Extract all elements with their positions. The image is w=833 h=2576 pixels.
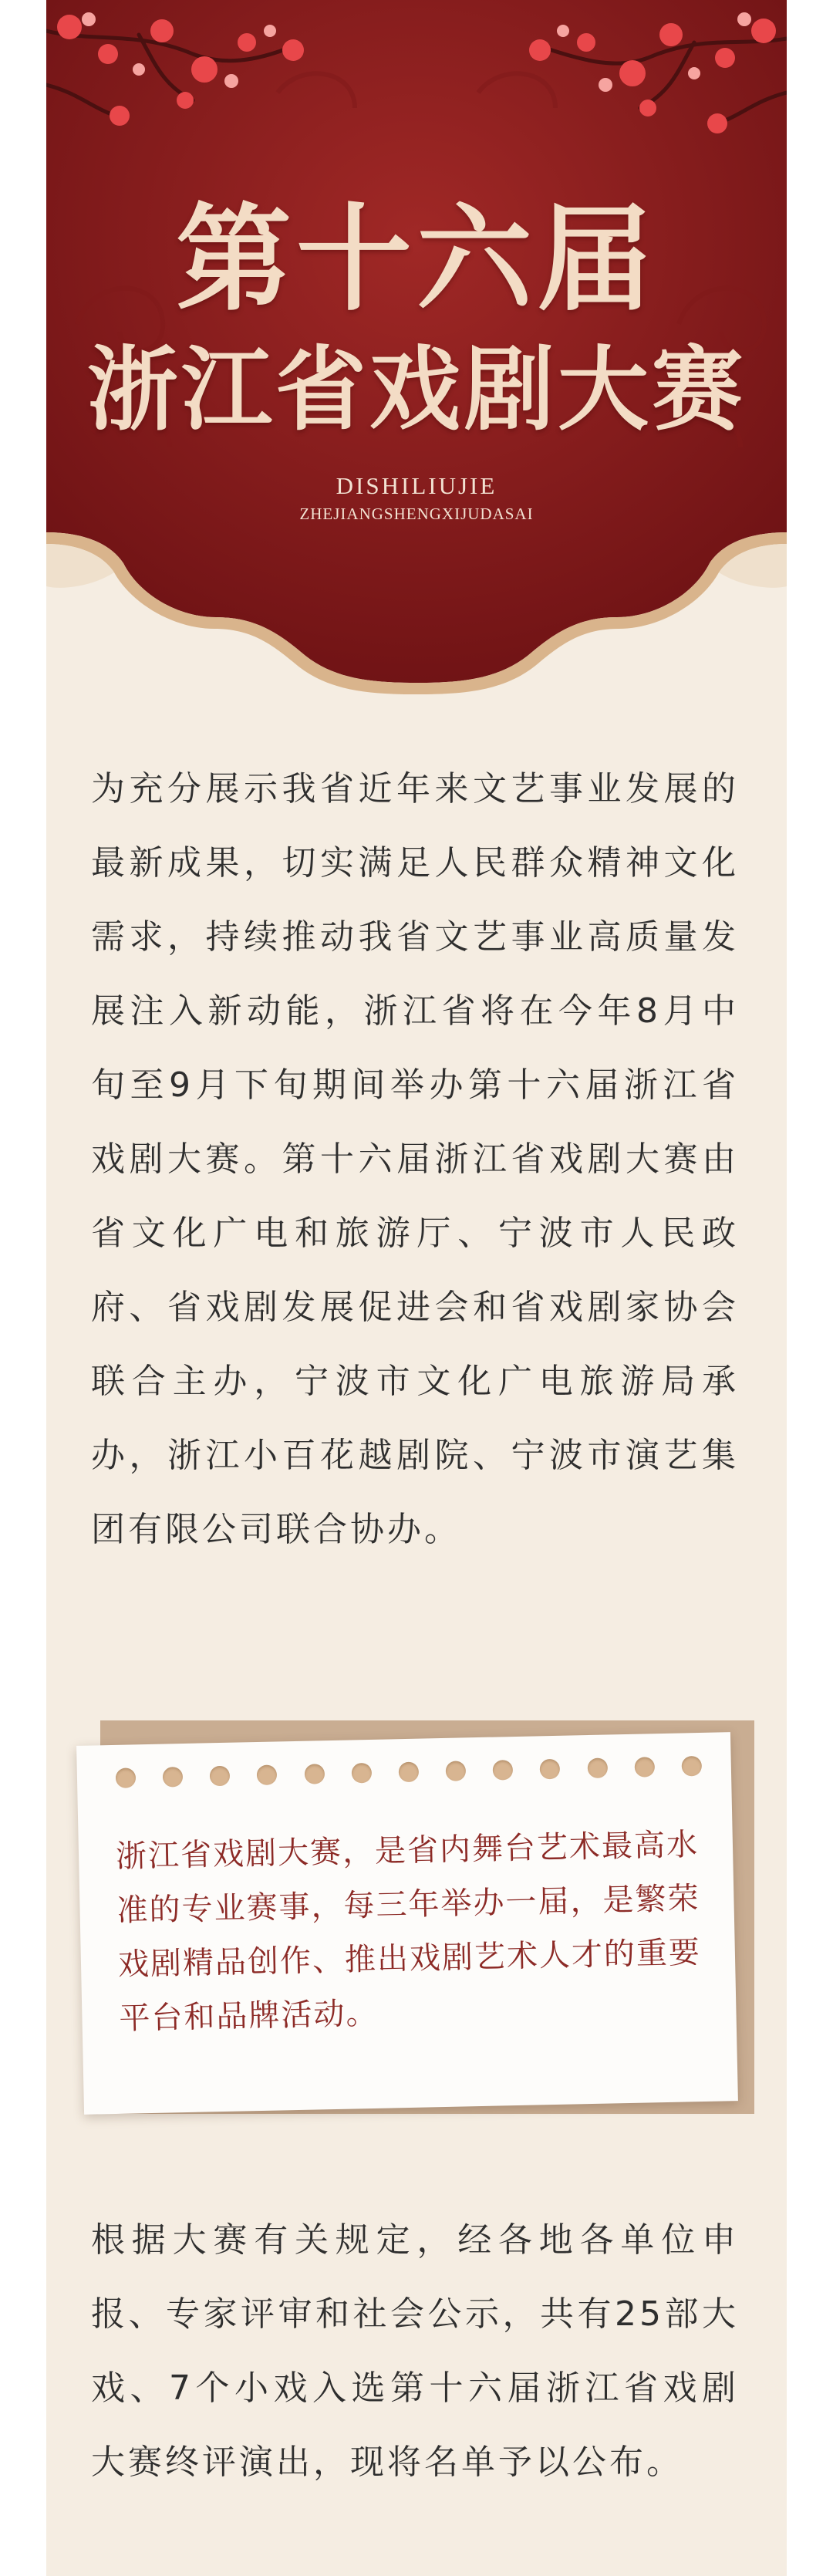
punch-hole [493,1760,514,1781]
punch-hole [351,1763,372,1784]
punch-hole [446,1761,467,1781]
event-title-line1: 第十六届 [175,191,657,327]
event-title-line2: 浙江省戏剧大赛 [86,336,746,443]
punch-hole [399,1762,420,1783]
header-banner [46,0,787,694]
punch-hole [304,1764,325,1784]
punch-hole [634,1757,655,1778]
note-card-text: 浙江省戏剧大赛，是省内舞台艺术最高水准的专业赛事，每三年举办一届，是繁荣戏剧精品创作、推出戏剧艺术人才的重要平台和品牌活动。 [115,1827,702,2037]
punch-hole [587,1758,608,1779]
pinyin-title-line1: DISHILIUJIE [336,472,497,499]
punch-hole [210,1766,231,1787]
note-card [76,1732,738,2115]
punch-hole [540,1759,561,1780]
note-card-holes [116,1756,703,1799]
punch-hole [257,1764,278,1785]
article-page [46,0,787,2576]
punch-hole [681,1756,702,1777]
intro-paragraph: 为充分展示我省近年来文艺事业发展的最新成果，切实满足人民群众精神文化需求，持续推动我省文艺事业高质量发展注入新动能，浙江省将在今年8月中旬至9月下旬期间举办第十六届浙江省戏剧大赛。第十六届浙江省戏剧大赛由省文化广电和旅游厅、宁波市人民政府、省戏剧发展促进会和省戏剧家协会联合主办，宁波市文化广电旅游局承办，浙江小百花越剧院、宁波市演艺集团有限公司联合协办。 [91,769,739,1549]
pinyin-title-line2: ZHEJIANGSHENGXIJUDASAI [299,505,534,523]
announcement-paragraph: 根据大赛有关规定，经各地各单位申报、专家评审和社会公示，共有25部大戏、7个小戏入选第十六届浙江省戏剧大赛终评演出，现将名单予以公布。 [91,2220,739,2482]
punch-hole [163,1767,184,1788]
punch-hole [116,1767,137,1788]
